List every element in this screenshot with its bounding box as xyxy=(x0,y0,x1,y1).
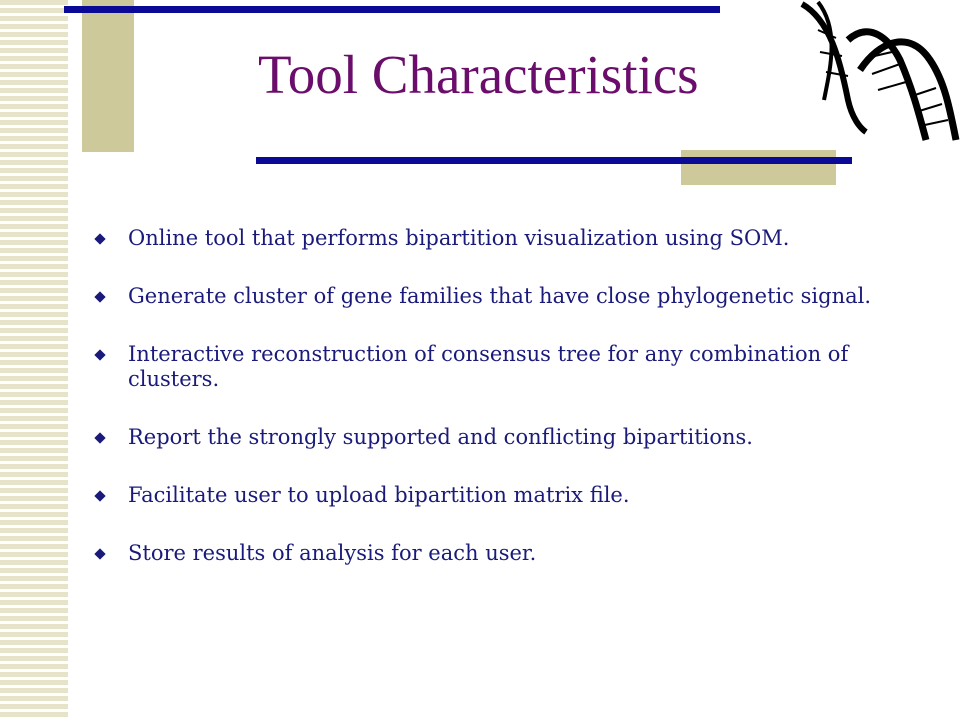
bullet-text: Report the strongly supported and conflicting bipartitions. xyxy=(128,425,753,449)
bullet-text: Interactive reconstruction of consensus tree for any combination of clusters. xyxy=(128,342,849,391)
bullet-item xyxy=(92,541,932,566)
bullet-text: Online tool that performs bipartition visualization using SOM. xyxy=(128,226,790,250)
bullet-item xyxy=(92,425,932,450)
dna-helix-icon xyxy=(800,0,960,148)
tan-accent-block-top xyxy=(82,0,134,152)
diamond-bullet-icon xyxy=(94,291,105,302)
diamond-bullet-icon xyxy=(94,490,105,501)
diamond-bullet-icon xyxy=(94,233,105,244)
left-striped-margin xyxy=(0,0,68,720)
diamond-bullet-icon xyxy=(94,548,105,559)
bullet-text: Generate cluster of gene families that have close phylogenetic signal. xyxy=(128,284,872,308)
diamond-bullet-icon xyxy=(94,432,105,443)
bottom-blue-rule xyxy=(256,157,852,164)
bullet-text: Store results of analysis for each user. xyxy=(128,541,537,565)
top-blue-rule xyxy=(64,6,720,13)
bullet-item xyxy=(92,342,932,392)
bullet-text: Facilitate user to upload bipartition matrix file. xyxy=(128,483,630,507)
bullet-item xyxy=(92,284,932,309)
bullet-item xyxy=(92,226,932,251)
diamond-bullet-icon xyxy=(94,349,105,360)
bullet-item xyxy=(92,483,932,508)
bullet-list xyxy=(92,226,932,599)
slide-title: Tool Characteristics xyxy=(258,44,699,105)
tan-accent-block-bottom xyxy=(681,150,836,185)
